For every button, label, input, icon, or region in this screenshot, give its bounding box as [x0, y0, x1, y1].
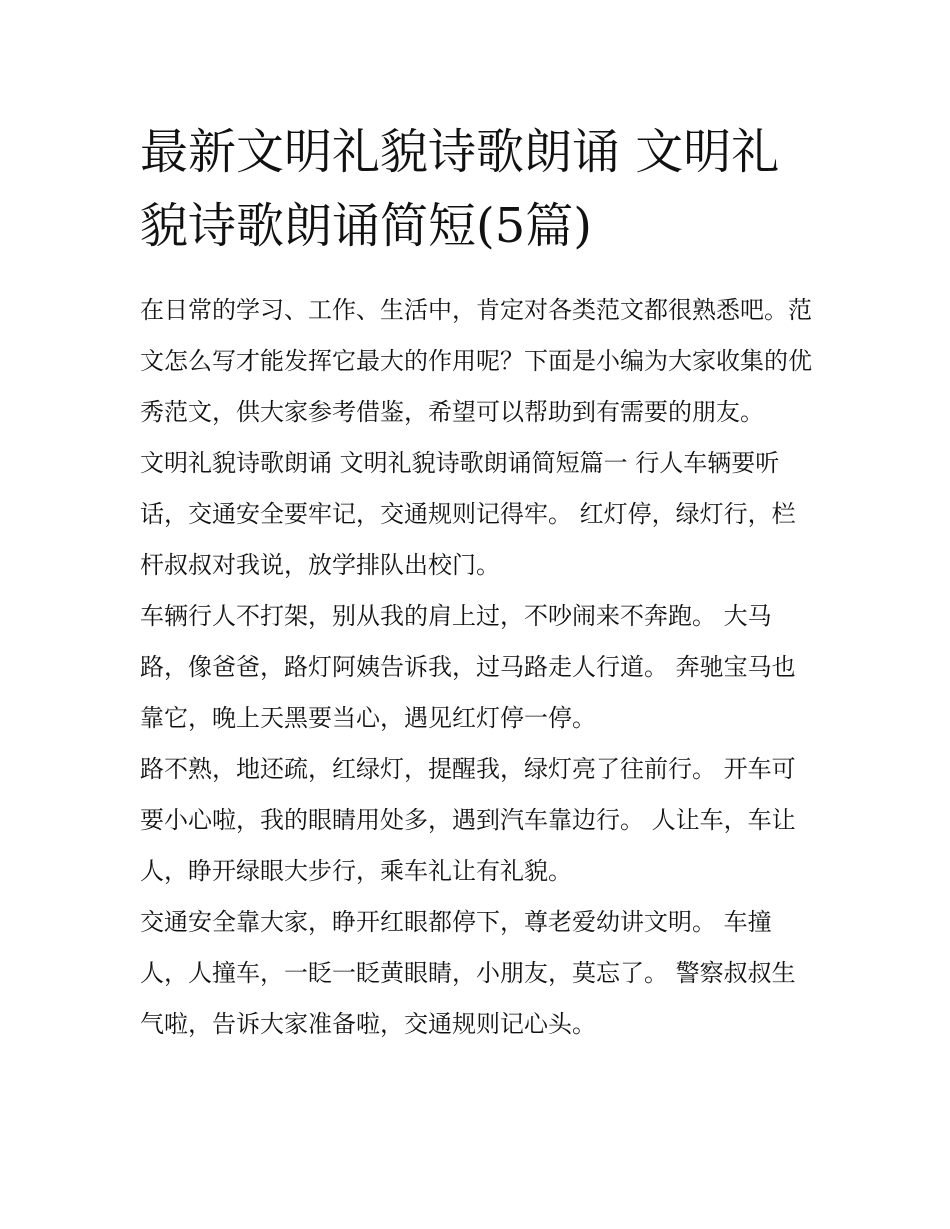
intro-paragraph: 在日常的学习、工作、生活中，肯定对各类范文都很熟悉吧。范文怎么写才能发挥它最大的作用呢？下面是小编为大家收集的优秀范文，供大家参考借鉴，希望可以帮助到有需要的朋友。	[140, 296, 812, 426]
poem-paragraph-1: 文明礼貌诗歌朗诵 文明礼貌诗歌朗诵简短篇一 行人车辆要听话，交通安全要牢记，交通规则记得牢。 红灯停，绿灯行，栏杆叔叔对我说，放学排队出校门。	[140, 449, 796, 579]
poem-paragraph-2: 车辆行人不打架，别从我的肩上过，不吵闹来不奔跑。 大马路，像爸爸，路灯阿姨告诉我，过马路走人行道。 奔驰宝马也靠它，晚上天黑要当心，遇见红灯停一停。	[140, 602, 796, 732]
document-title: 最新文明礼貌诗歌朗诵 文明礼貌诗歌朗诵简短(5篇)	[140, 124, 780, 254]
document-page	[140, 115, 815, 1050]
poem-paragraph-4: 交通安全靠大家，睁开红眼都停下，尊老爱幼讲文明。 车撞人，人撞车，一眨一眨黄眼睛，小朋友，莫忘了。 警察叔叔生气啦，告诉大家准备啦，交通规则记心头。	[140, 908, 796, 1038]
poem-paragraph-3: 路不熟，地还疏，红绿灯，提醒我，绿灯亮了往前行。 开车可要小心啦，我的眼睛用处多，遇到汽车靠边行。 人让车，车让人，睁开绿眼大步行，乘车礼让有礼貌。	[140, 755, 796, 885]
